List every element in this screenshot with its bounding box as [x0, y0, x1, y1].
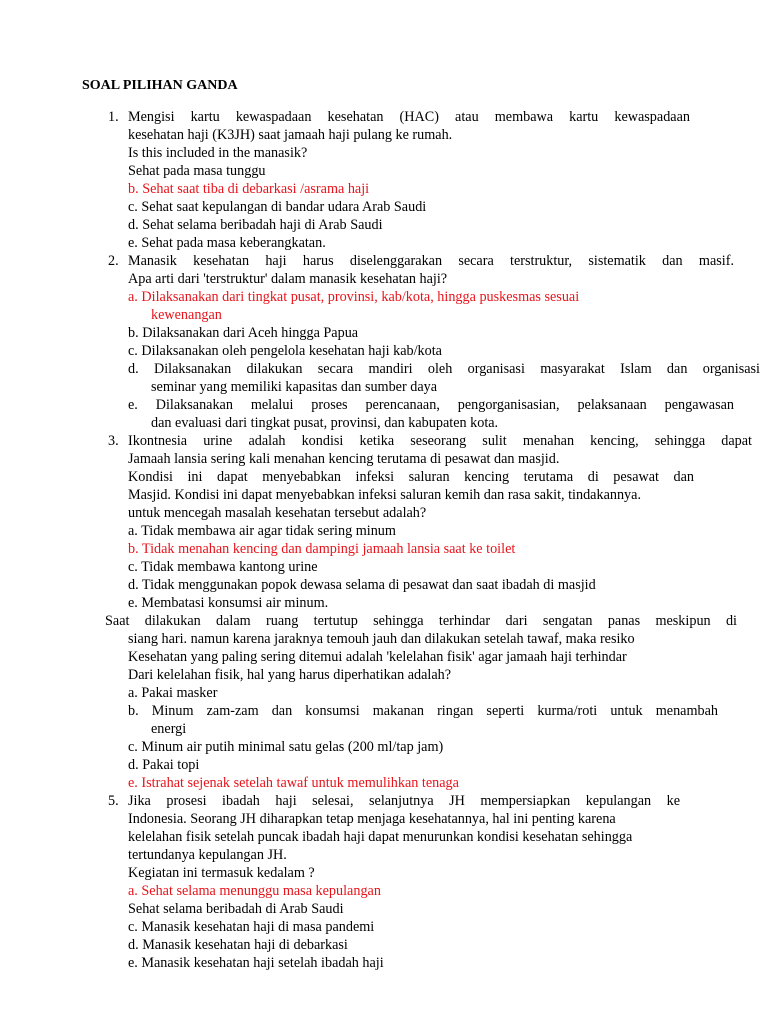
question-3-text: Jamaah lansia sering kali menahan kencing terutama di pesawat dan masjid. [128, 451, 560, 467]
question-5-text: Kegiatan ini termasuk kedalam ? [128, 865, 315, 881]
question-5-option-d: d. Manasik kesehatan haji di debarkasi [128, 937, 348, 953]
question-5-option-e: e. Manasik kesehatan haji setelah ibadah haji [128, 955, 384, 971]
question-2-text: Manasik kesehatan haji harus diselenggarakan secara terstruktur, sistematik dan masif. [128, 253, 734, 269]
question-2-option-b: b. Dilaksanakan dari Aceh hingga Papua [128, 325, 359, 341]
question-5-text: Indonesia. Seorang JH diharapkan tetap menjaga kesehatannya, hal ini penting karena [128, 811, 616, 827]
question-4-text: Kesehatan yang paling sering ditemui adalah 'kelelahan fisik' agar jamaah haji terhindar [128, 649, 627, 665]
question-5-option-c: c. Manasik kesehatan haji di masa pandemi [128, 919, 375, 935]
question-4-option-b: energi [151, 721, 187, 737]
question-4-text: Saat dilakukan dalam ruang tertutup sehingga terhindar dari sengatan panas meskipun di [105, 613, 737, 629]
question-5-text: tertundanya kepulangan JH. [128, 847, 287, 863]
question-1-option-e: e. Sehat pada masa keberangkatan. [128, 235, 326, 251]
question-1-option-d: d. Sehat selama beribadah haji di Arab Saudi [128, 217, 383, 233]
question-3-option-e: e. Membatasi konsumsi air minum. [128, 595, 329, 611]
question-2-text: Apa arti dari 'terstruktur' dalam manasik kesehatan haji? [128, 271, 448, 287]
question-2-option-a-answer: kewenangan [151, 307, 222, 323]
question-1-text: Mengisi kartu kewaspadaan kesehatan (HAC) atau membawa kartu kewaspadaan [128, 109, 690, 125]
question-2-option-a-answer: a. Dilaksanakan dari tingkat pusat, provinsi, kab/kota, hingga puskesmas sesuai [128, 289, 580, 305]
question-4-text: siang hari. namun karena jaraknya temouh jauh dan dilakukan setelah tawaf, maka resiko [128, 631, 635, 647]
question-2-option-e: dan evaluasi dari tingkat pusat, provinsi, dan kabupaten kota. [151, 415, 499, 431]
question-2-option-d: d. Dilaksanakan dilakukan secara mandiri oleh organisasi masyarakat Islam dan organisasi [128, 361, 760, 377]
question-1-text: kesehatan haji (K3JH) saat jamaah haji pulang ke rumah. [128, 127, 453, 143]
question-1-option-b-answer: b. Sehat saat tiba di debarkasi /asrama haji [128, 181, 370, 197]
question-3-text: untuk mencegah masalah kesehatan tersebut adalah? [128, 505, 427, 521]
question-3-option-d: d. Tidak menggunakan popok dewasa selama di pesawat dan saat ibadah di masjid [128, 577, 596, 593]
question-4-option-d: d. Pakai topi [128, 757, 200, 773]
question-1-option-c: c. Sehat saat kepulangan di bandar udara Arab Saudi [128, 199, 427, 215]
page-title: SOAL PILIHAN GANDA [82, 78, 238, 93]
question-3-option-c: c. Tidak membawa kantong urine [128, 559, 318, 575]
question-4-option-e-answer: e. Istrahat sejenak setelah tawaf untuk memulihkan tenaga [128, 775, 459, 791]
question-2-option-d: seminar yang memiliki kapasitas dan sumber daya [151, 379, 438, 395]
question-5-number: 5. [108, 793, 119, 809]
question-3-text: Masjid. Kondisi ini dapat menyebabkan infeksi saluran kemih dan rasa sakit, tindakannya. [128, 487, 641, 503]
question-4-option-a: a. Pakai masker [128, 685, 218, 701]
question-3-option-b-answer: b. Tidak menahan kencing dan dampingi jamaah lansia saat ke toilet [128, 541, 516, 557]
question-2-number: 2. [108, 253, 119, 269]
question-4-option-c: c. Minum air putih minimal satu gelas (200 ml/tap jam) [128, 739, 444, 755]
question-5-option-a-answer: a. Sehat selama menunggu masa kepulangan [128, 883, 381, 899]
question-2-option-c: c. Dilaksanakan oleh pengelola kesehatan haji kab/kota [128, 343, 442, 359]
question-3-option-a: a. Tidak membawa air agar tidak sering minum [128, 523, 396, 539]
question-3-text: Kondisi ini dapat menyebabkan infeksi saluran kencing terutama di pesawat dan [128, 469, 694, 485]
question-1-option-a: Sehat pada masa tunggu [128, 163, 266, 179]
question-2-option-e: e. Dilaksanakan melalui proses perencanaan, pengorganisasian, pelaksanaan pengawasan [128, 397, 734, 413]
question-5-option-b: Sehat selama beribadah di Arab Saudi [128, 901, 344, 917]
question-4-text: Dari kelelahan fisik, hal yang harus diperhatikan adalah? [128, 667, 452, 683]
question-5-text: Jika prosesi ibadah haji selesai, selanjutnya JH mempersiapkan kepulangan ke [128, 793, 680, 809]
question-4-option-b: b. Minum zam-zam dan konsumsi makanan ringan seperti kurma/roti untuk menambah [128, 703, 718, 719]
question-3-text: Ikontnesia urine adalah kondisi ketika seseorang sulit menahan kencing, sehingga dapat [128, 433, 752, 449]
question-1-number: 1. [108, 109, 119, 125]
question-5-text: kelelahan fisik setelah puncak ibadah haji dapat menurunkan kondisi kesehatan sehingga [128, 829, 633, 845]
question-3-number: 3. [108, 433, 119, 449]
question-1-text: Is this included in the manasik? [128, 145, 308, 161]
